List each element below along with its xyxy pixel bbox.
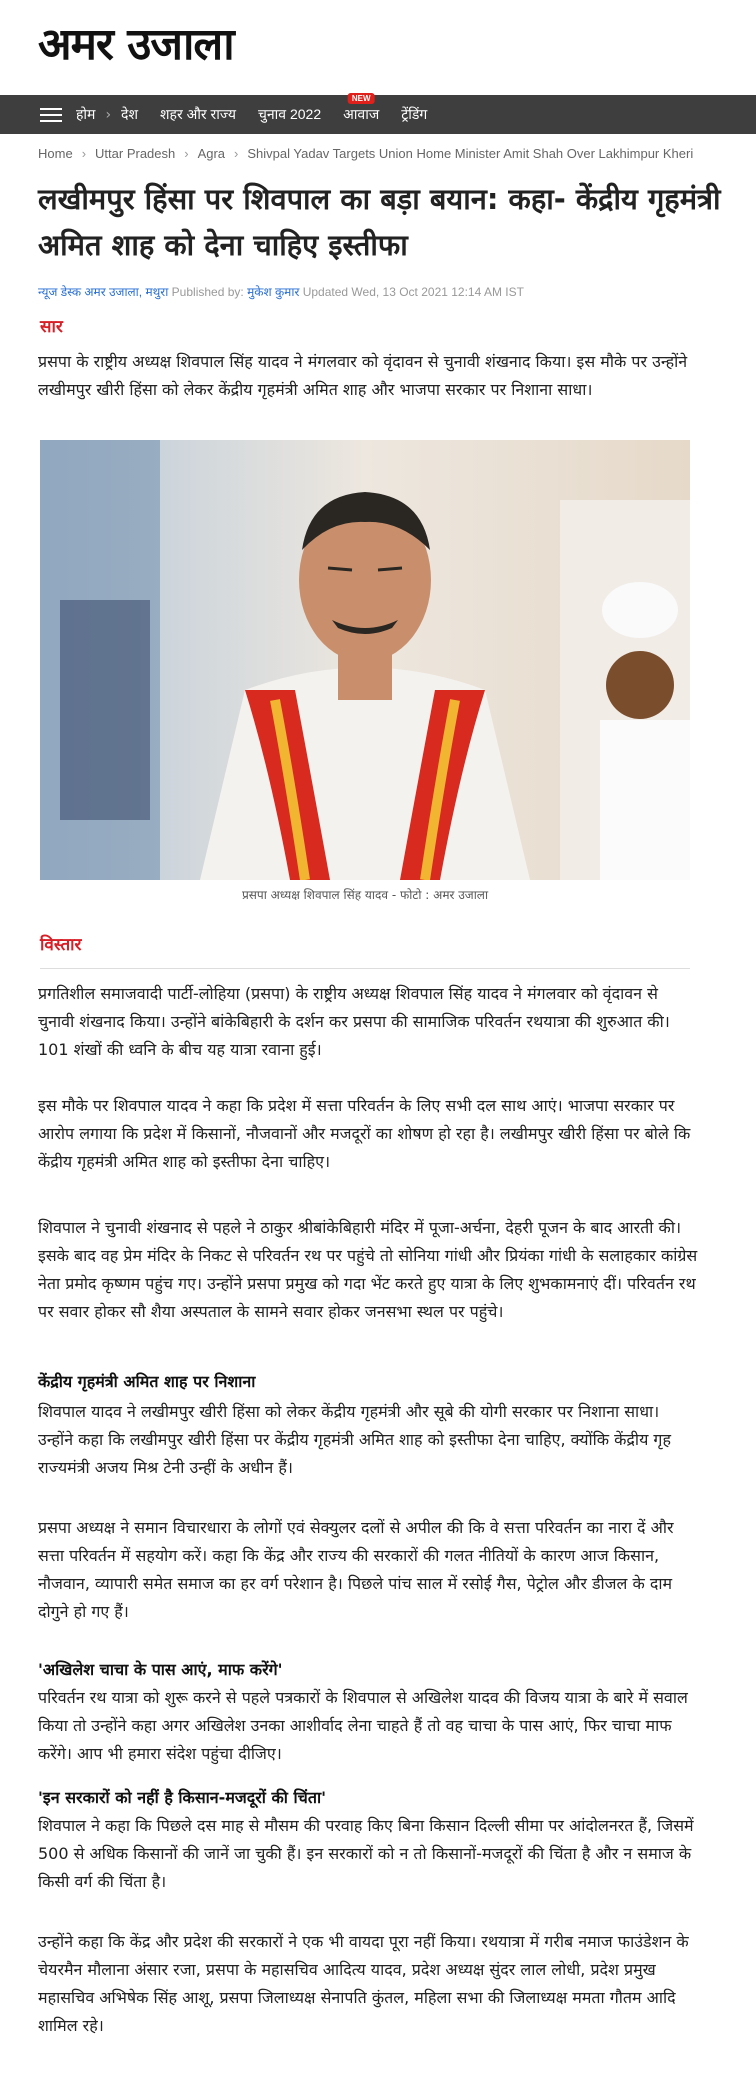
chevron-right-icon: › <box>105 106 112 123</box>
nav-city-state[interactable]: शहर और राज्य <box>160 106 237 122</box>
byline <box>38 283 524 300</box>
subhead-akhilesh: 'अखिलेश चाचा के पास आएं, माफ करेंगे' <box>38 1660 283 1679</box>
article-summary: प्रसपा के राष्ट्रीय अध्यक्ष शिवपाल सिंह यादव ने मंगलवार को वृंदावन से चुनावी शंखनाद किया। इस मौके पर उन्होंने लखीमपुर खीरी हिंसा को लेकर केंद्रीय गृहमंत्री अमित शाह और भाजपा सरकार पर निशाना साधा। <box>38 352 688 399</box>
nav-awaaz[interactable] <box>343 94 380 124</box>
summary-label: सार <box>40 317 63 337</box>
article-photo <box>40 440 690 880</box>
breadcrumb-city[interactable]: Agra <box>197 146 226 161</box>
paragraph-5: प्रसपा अध्यक्ष ने समान विचारधारा के लोगों एवं सेक्युलर दलों से अपील की कि वे सत्ता परिवर्तन का नारा दें और सत्ता परिवर्तन में सहयोग करें। कहा कि केंद्र और राज्य की सरकारों की गलत नीतियों के कारण आज किसान, नौजवान, व्यापारी समेत समाज का हर वर्ग परेशान है। पिछले पांच साल में रसोई गैस, पेट्रोल और डीजल के दाम दोगुने हो गए हैं। <box>38 1518 674 1621</box>
chevron-right-icon: › <box>234 146 239 161</box>
photo-caption: प्रसपा अध्यक्ष शिवपाल सिंह यादव - फोटो : अमर उजाला <box>241 888 489 902</box>
paragraph-1: प्रगतिशील समाजवादी पार्टी-लोहिया (प्रसपा) के राष्ट्रीय अध्यक्ष शिवपाल सिंह यादव ने मंगलवार को वृंदावन से चुनावी शंखनाद किया। उन्होंने बांकेबिहारी के दर्शन कर प्रसपा की सामाजिक परिवर्तन रथयात्रा की शुरुआत की। 101 शंखों की ध्वनि के बीच यह यात्रा रवाना हुई। <box>38 984 670 1059</box>
paragraph-2: इस मौके पर शिवपाल यादव ने कहा कि प्रदेश में सत्ता परिवर्तन के लिए सभी दल साथ आएं। भाजपा सरकार पर आरोप लगाया कि प्रदेश में किसानों, नौजवानों और मजदूरों का शोषण हो रहा है। लखीमपुर खीरी हिंसा पर बोले कि केंद्रीय गृहमंत्री अमित शाह को इस्तीफा देना चाहिए। <box>38 1096 691 1171</box>
paragraph-6: परिवर्तन रथ यात्रा को शुरू करने से पहले पत्रकारों के शिवपाल से अखिलेश यादव की विजय यात्रा के बारे में सवाल किया तो उन्होंने कहा अगर अखिलेश उनका आशीर्वाद लेना चाहते हैं तो वह चाचा के पास आएं, फिर चाचा माफ करेंगे। आप भी हमारा संदेश पहुंचा दीजिए। <box>38 1688 688 1763</box>
nav-election-2022[interactable]: चुनाव 2022 <box>258 106 322 122</box>
paragraph-7: शिवपाल ने कहा कि पिछले दस माह से मौसम की परवाह किए बिना किसान दिल्ली सीमा पर आंदोलनरत हैं, जिसमें 500 से अधिक किसानों की जानें जा चुकी हैं। इन सरकारों को न तो किसानों-मजदूरों की चिंता है और न समाज के किसी वर्ग की चिंता है। <box>38 1816 694 1891</box>
subhead-farmers: 'इन सरकारों को नहीं है किसान-मजदूरों की चिंता' <box>38 1788 326 1807</box>
paragraph-8: उन्होंने कहा कि केंद्र और प्रदेश की सरकारों ने एक भी वायदा पूरा नहीं किया। रथयात्रा में गरीब नमाज फाउंडेशन के चेयरमैन मौलाना अंसार रजा, प्रसपा के महासचिव आदित्य यादव, प्रदेश अध्यक्ष सुंदर लाल लोधी, प्रदेश प्रमुख महासचिव अभिषेक सिंह आशू, प्रसपा जिलाध्यक्ष सेनापति कुंतल, महिला सभा की जिलाध्यक्ष ममता गौतम आदि शामिल रहे। <box>38 1932 689 2035</box>
article-headline: लखीमपुर हिंसा पर शिवपाल का बड़ा बयान: कहा- केंद्रीय गृहमंत्री अमित शाह को देना चाहिए इस्तीफा <box>38 182 721 262</box>
new-badge: NEW <box>348 93 375 104</box>
nav-home[interactable]: होम <box>76 106 96 122</box>
main-nav <box>0 95 756 134</box>
nav-desh[interactable]: देश <box>121 106 139 122</box>
photo-illustration <box>40 440 690 880</box>
nav-trending[interactable]: ट्रेंडिंग <box>401 106 428 122</box>
byline-publisher[interactable]: मुकेश कुमार <box>247 285 300 299</box>
paragraph-4: शिवपाल यादव ने लखीमपुर खीरी हिंसा को लेकर केंद्रीय गृहमंत्री और सूबे की योगी सरकार पर निशाना साधा। उन्होंने कहा कि लखीमपुर खीरी हिंसा पर केंद्रीय गृहमंत्री अमित शाह को इस्तीफा देना चाहिए, क्योंकि केंद्रीय गृह राज्यमंत्री अजय मिश्र टेनी उन्हीं के अधीन हैं। <box>38 1402 671 1477</box>
site-logo[interactable]: अमर उजाला <box>38 19 234 70</box>
byline-published-label: Published by: <box>171 285 244 299</box>
chevron-right-icon: › <box>184 146 189 161</box>
divider <box>40 968 690 969</box>
nav-awaaz-label: आवाज <box>343 106 380 122</box>
breadcrumb-state[interactable]: Uttar Pradesh <box>95 146 176 161</box>
byline-updated: Updated Wed, 13 Oct 2021 12:14 AM IST <box>302 285 524 299</box>
paragraph-3: शिवपाल ने चुनावी शंखनाद से पहले ने ठाकुर श्रीबांकेबिहारी मंदिर में पूजा-अर्चना, देहरी पूजन के बाद आरती की। इसके बाद वह प्रेम मंदिर के निकट से परिवर्तन रथ पर पहुंचे तो सोनिया गांधी और प्रियंका गांधी के सलाहकार कांग्रेस नेता प्रमोद कृष्णम पहुंच गए। उन्होंने प्रसपा प्रमुख को गदा भेंट करते हुए यात्रा के लिए शुभकामनाएं दीं। परिवर्तन रथ पर सवार होकर सौ शैया अस्पताल के सामने सवार होकर जनसभा स्थल पर पहुंचे। <box>38 1218 698 1321</box>
breadcrumb-current: Shivpal Yadav Targets Union Home Minister Amit Shah Over Lakhimpur Kheri <box>247 146 694 161</box>
byline-author[interactable]: न्यूज डेस्क अमर उजाला, मथुरा <box>38 285 169 299</box>
masthead <box>0 0 756 95</box>
subhead-amit-shah: केंद्रीय गृहमंत्री अमित शाह पर निशाना <box>38 1372 256 1391</box>
detail-label: विस्तार <box>40 935 82 955</box>
menu-icon[interactable] <box>40 108 62 122</box>
breadcrumb <box>38 146 693 161</box>
breadcrumb-home[interactable]: Home <box>38 146 73 161</box>
chevron-right-icon: › <box>81 146 87 161</box>
